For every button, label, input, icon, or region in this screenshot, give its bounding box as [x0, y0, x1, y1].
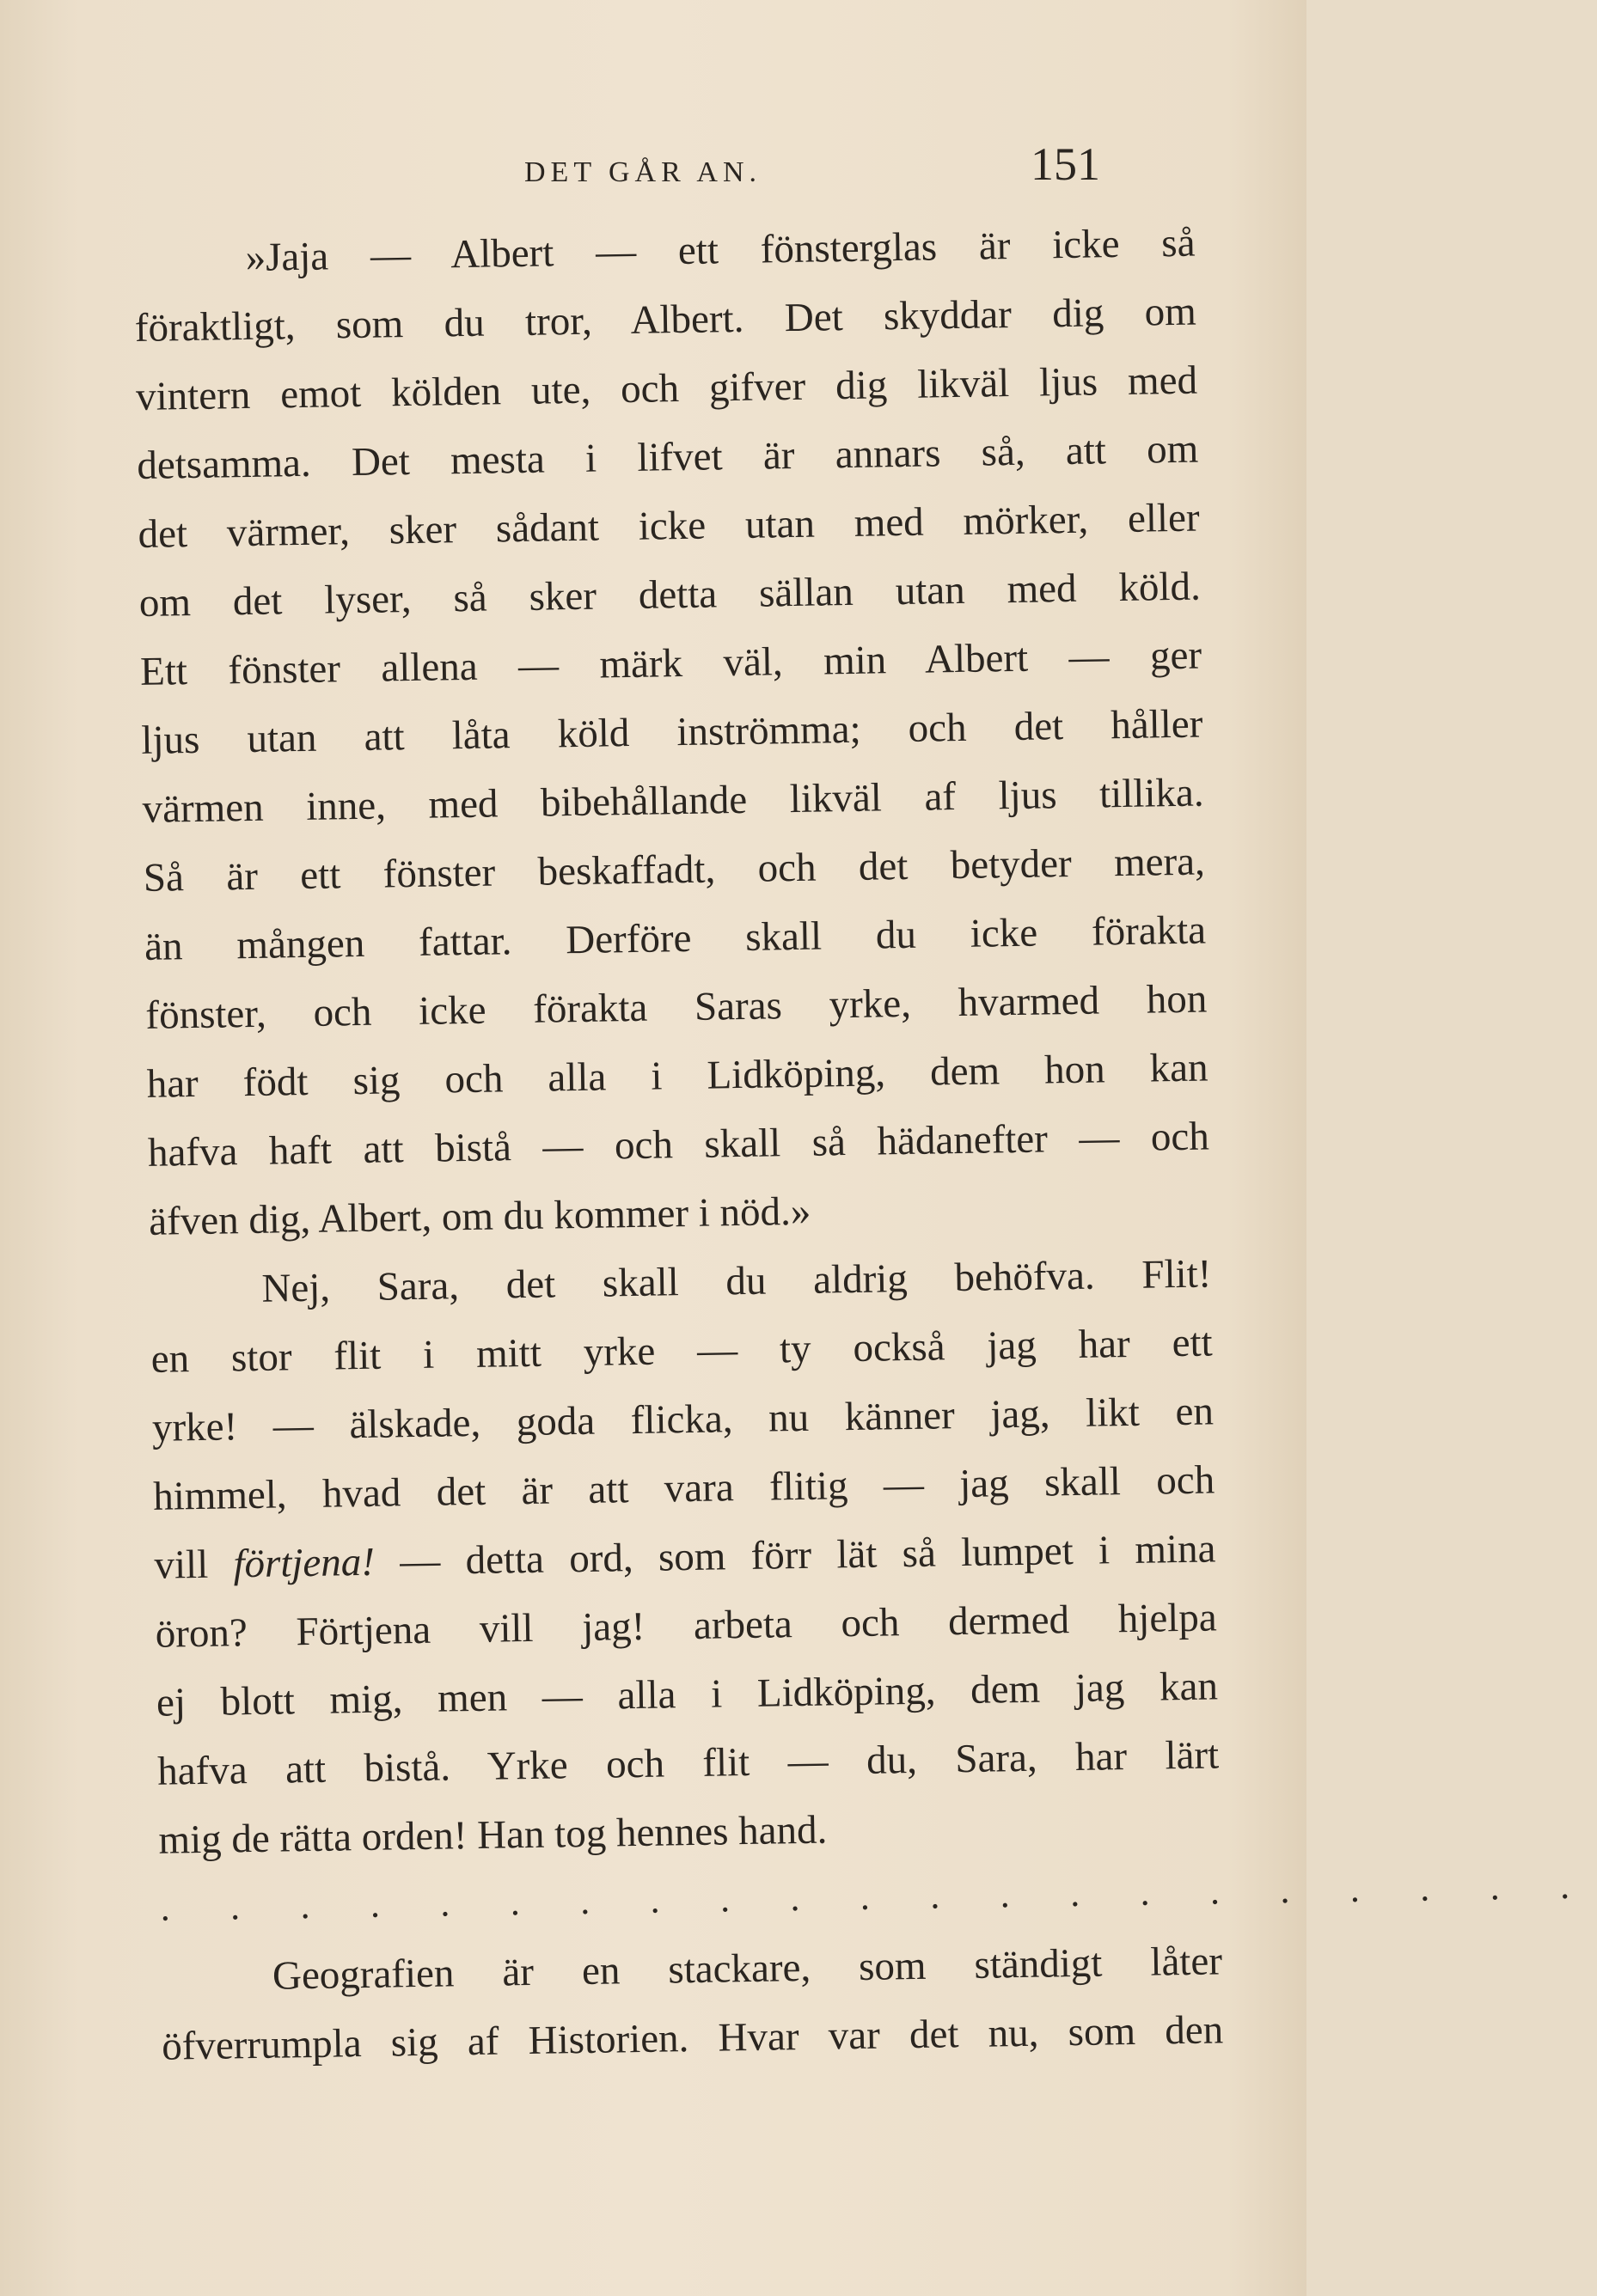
- text-line: hafva att bistå. Yrke och flit — du, Sara, har lärt: [156, 1732, 1220, 1794]
- text-line: föraktligt, som du tror, Albert. Det skyddar dig om: [134, 289, 1197, 351]
- text-line: mig de rätta orden! Han tog hennes hand.: [158, 1807, 828, 1863]
- text-line: himmel, hvad det är att vara flitig — jag skall och: [152, 1457, 1215, 1519]
- text-line: yrke! — älskade, goda flicka, nu känner jag, likt en: [151, 1389, 1215, 1450]
- text-line: Nej, Sara, det skall du aldrig behöfva. Flit!: [261, 1251, 1212, 1311]
- text-line: ljus utan att låta köld inströmma; och det håller: [141, 701, 1203, 763]
- text-line: äfven dig, Albert, om du kommer i nöd.»: [148, 1188, 811, 1244]
- text-line: än mången fattar. Derföre skall du icke förakta: [144, 907, 1207, 969]
- page-header: [138, 137, 1169, 189]
- text-line: Så är ett fönster beskaffadt, och det betyder mera,: [143, 839, 1206, 901]
- text-line: det värmer, sker sådant icke utan med mörker, eller: [138, 495, 1200, 557]
- text-line: »Jaja — Albert — ett fönsterglas är icke så: [245, 220, 1196, 280]
- text-line: öfverrumpla sig af Historien. Hvar var det nu, som den: [161, 2007, 1224, 2069]
- text-line: detsamma. Det mesta i lifvet är annars så, att om: [136, 426, 1199, 488]
- text-line: vintern emot kölden ute, och gifver dig likväl ljus med: [135, 357, 1198, 419]
- section-separator: . . . . . . . . . . . . . . . . . . . . .: [159, 1866, 1595, 1929]
- italic-word: förtjena!: [233, 1539, 376, 1587]
- text-span: — detta ord, som förr lät så lumpet i mina: [374, 1526, 1216, 1585]
- text-line: hafva haft att bistå — och skall så hädanefter — och: [147, 1114, 1210, 1175]
- text-line: värmen inne, med bibehållande likväl af ljus tillika.: [142, 770, 1204, 832]
- text-span: vill: [154, 1542, 234, 1588]
- text-line: en stor flit i mitt yrke — ty också jag har ett: [150, 1320, 1213, 1382]
- text-line: har födt sig och alla i Lidköping, dem hon kan: [146, 1045, 1208, 1107]
- text-line: om det lyser, så sker detta sällan utan med köld.: [138, 564, 1202, 626]
- body-text: [133, 209, 1595, 2081]
- text-line: Geografien är en stackare, som ständigt låter: [272, 1939, 1223, 1999]
- running-head: DET GÅR AN.: [524, 156, 762, 188]
- text-line: Ett fönster allena — märk väl, min Albert — ger: [139, 632, 1202, 694]
- page-number: 151: [1031, 138, 1100, 190]
- text-line: fönster, och icke förakta Saras yrke, hvarmed hon: [145, 976, 1208, 1038]
- text-line: öron? Förtjena vill jag! arbeta och dermed hjelpa: [155, 1595, 1218, 1657]
- text-line: ej blott mig, men — alla i Lidköping, dem jag kan: [156, 1664, 1219, 1725]
